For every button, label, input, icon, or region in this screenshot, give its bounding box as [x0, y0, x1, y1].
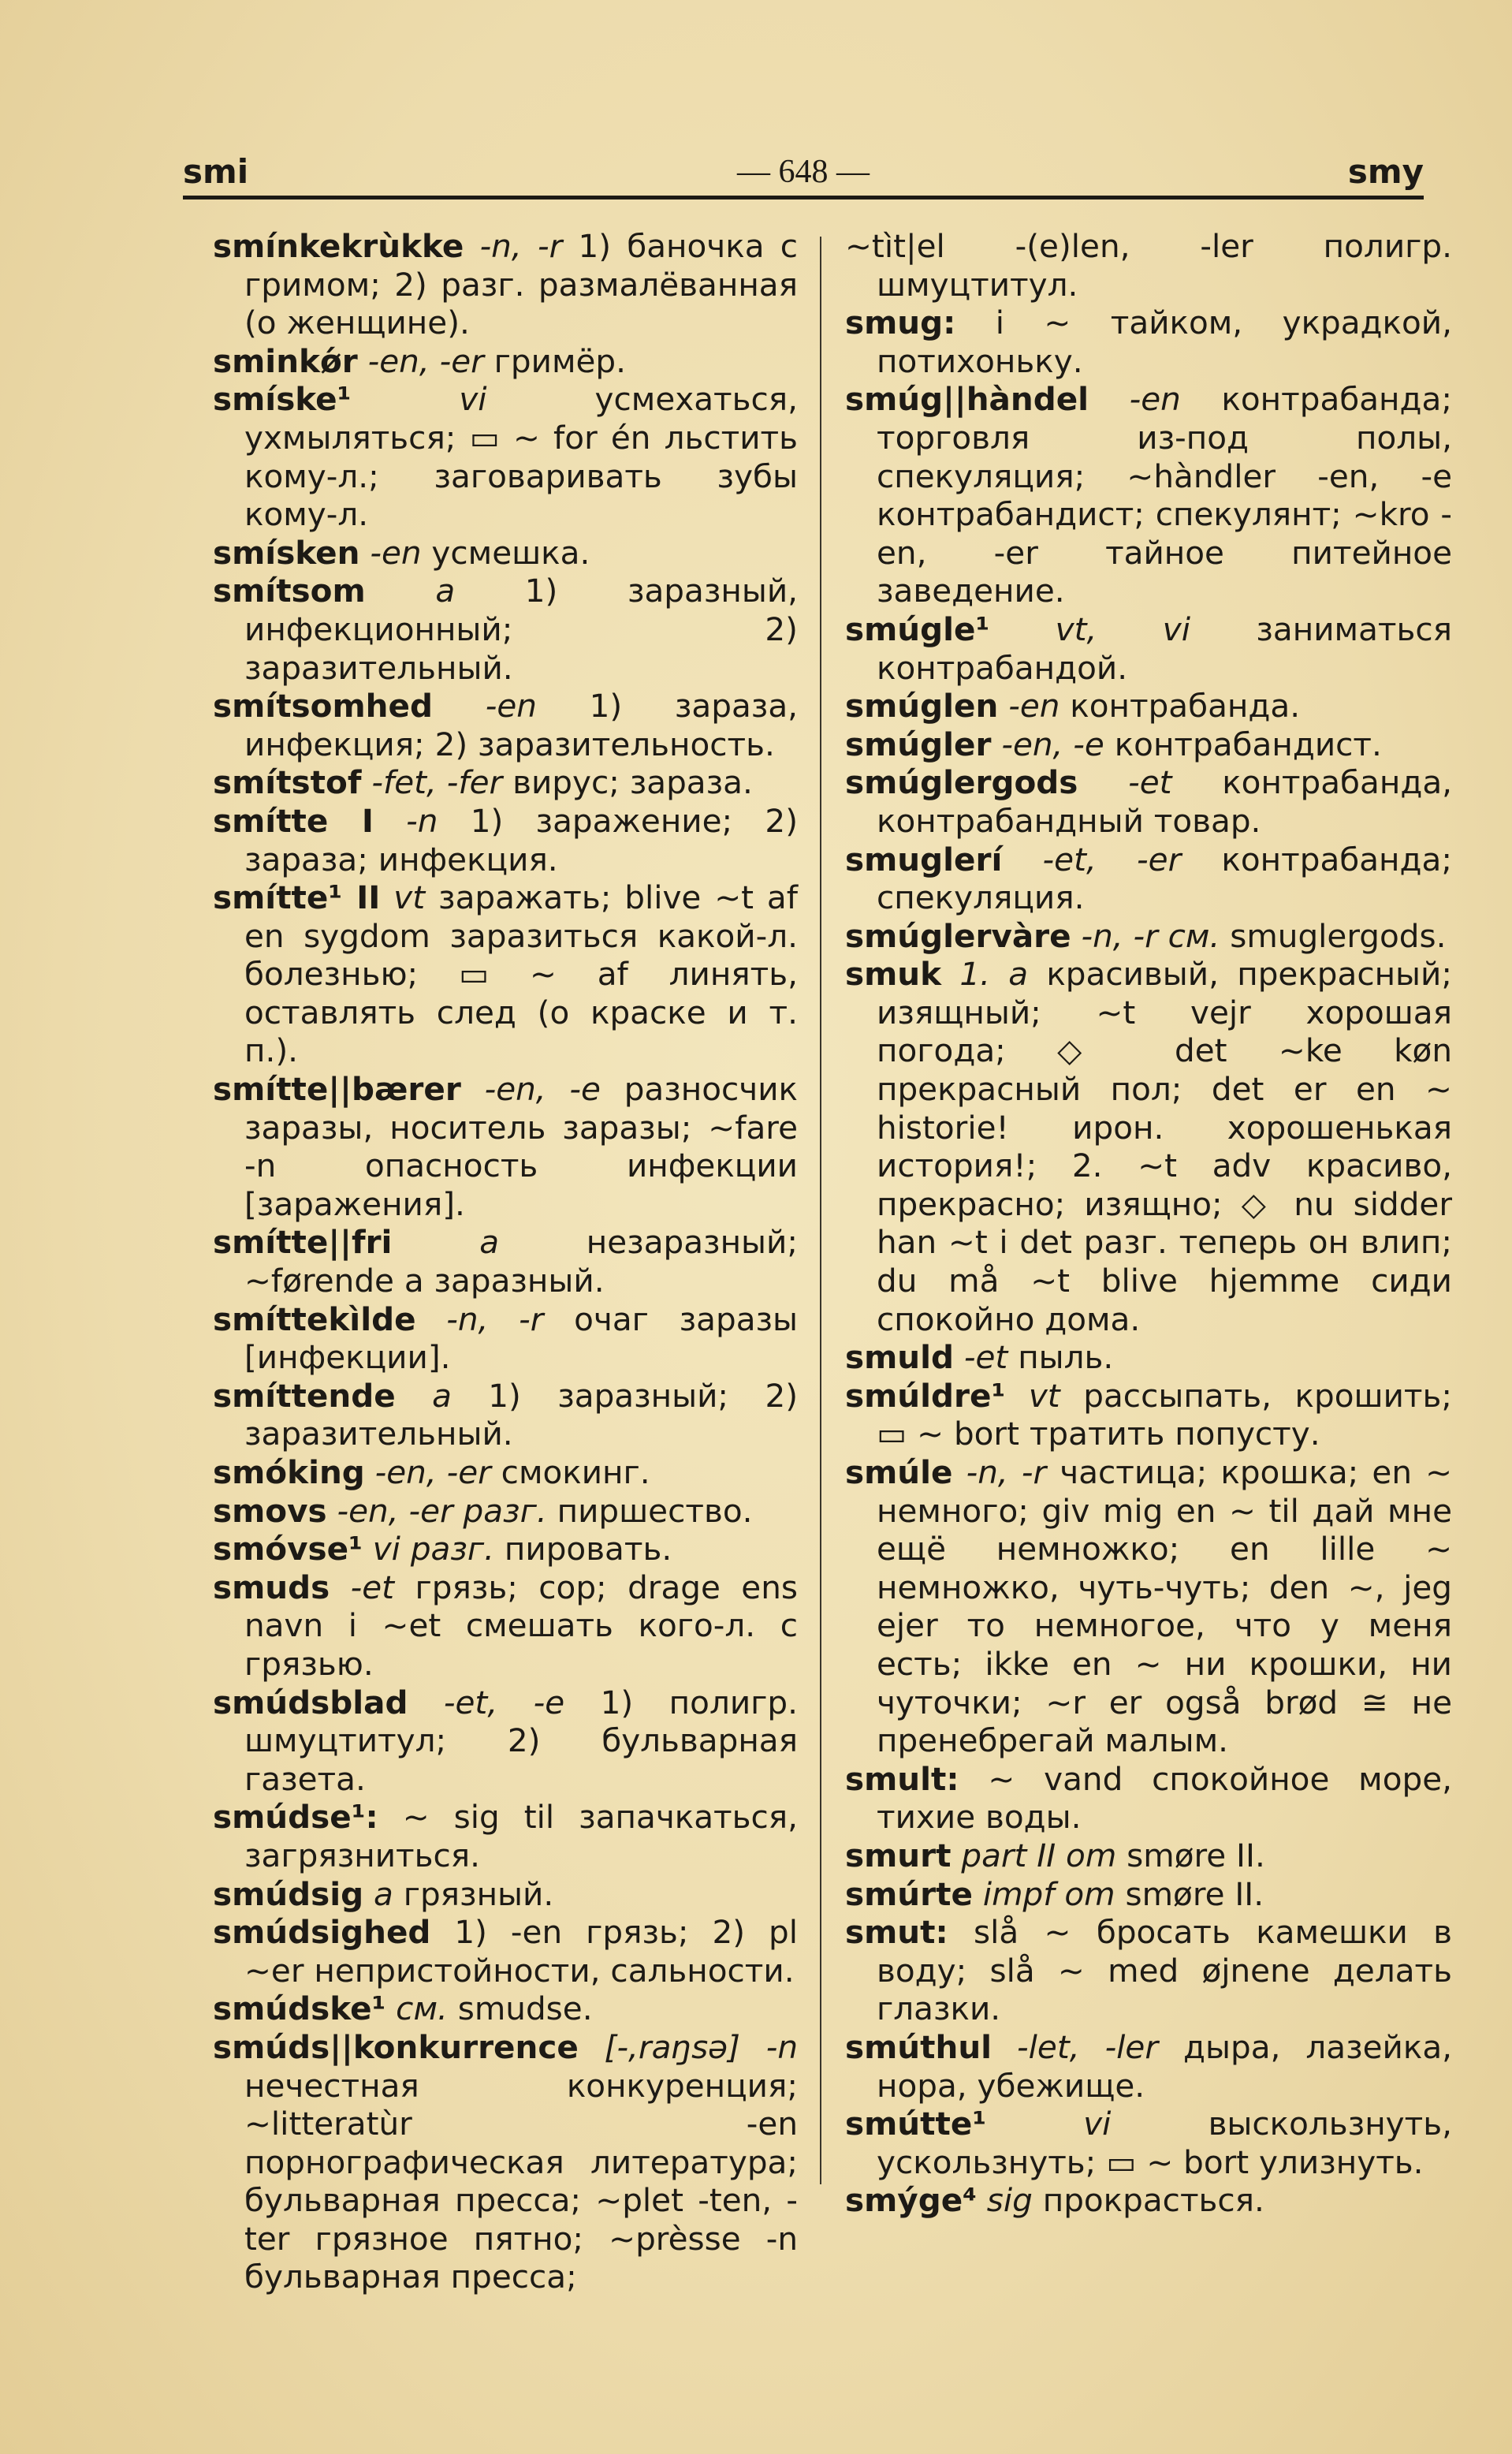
dictionary-entry [213, 380, 798, 533]
entry-definition: контрабанда; спекуляция. [877, 840, 1452, 917]
entry-definition: 1) заразный; 2) заразительный. [244, 1376, 799, 1453]
entry-headword: smúdsig [213, 1874, 364, 1913]
entry-headword: smúrte [845, 1874, 973, 1913]
entry-definition: незаразный; ~førende a заразный. [244, 1223, 798, 1300]
entry-headword: smuglerí [845, 840, 1003, 878]
dictionary-entry [213, 1684, 798, 1799]
entry-headword: smúglen [845, 687, 999, 725]
dictionary-entry [845, 304, 1452, 380]
dictionary-entry [845, 227, 1452, 304]
entry-definition: заражать; blive ~t af en sygdom заразиться какой-л. болезнью; ▭ ~ af линять, оставлять след (о краске и т. п.). [244, 878, 799, 1070]
dictionary-entry [213, 1798, 798, 1874]
entry-grammar: a [435, 572, 456, 610]
header-right-guideword: smy [1347, 152, 1424, 191]
entry-headword: smúdsighed [213, 1913, 431, 1952]
entry-headword: smug: [845, 304, 956, 342]
entry-definition: разносчик заразы, носитель заразы; ~fare -n опасность инфекции [заражения]. [244, 1070, 799, 1223]
entry-headword: smúdske¹ [213, 1990, 386, 2028]
entry-grammar: vt [393, 878, 426, 917]
entry-headword: smítte||fri [213, 1223, 393, 1262]
entry-headword: smúdse¹: [213, 1798, 378, 1837]
dictionary-entry [213, 1530, 798, 1568]
entry-definition: пыль. [1018, 1338, 1114, 1377]
entry-definition: красивый, прекрасный; изящный; ~t vejr хорошая погода; ◇ det ~ke køn прекрасный пол; det er en ~ historie! ирон. хорошенькая история!; 2. ~t adv красиво, прекрасно; изящно; ◇ nu sidder han ~t i det разг. теперь он влип; du må ~t blive hjemme сиди спокойно дома. [877, 955, 1453, 1338]
dictionary-entry [845, 687, 1452, 725]
entry-headword: smítte¹ II [213, 878, 381, 917]
dictionary-entry [213, 534, 798, 572]
entry-grammar: impf om [982, 1874, 1115, 1913]
dictionary-entry [213, 763, 798, 802]
entry-definition: очаг заразы [инфекции]. [244, 1300, 799, 1377]
entry-headword: smútte¹ [845, 2105, 987, 2143]
entry-definition: контрабанда; торговля из-под полы, спекуляция; ~hàndler -en, -e контрабандист; спекулянт; ~kro -en, -er тайное питейное заведение. [877, 380, 1452, 610]
left-column [213, 227, 798, 2296]
entry-grammar: -en, -e [1001, 725, 1104, 763]
entry-headword: smúglergods [845, 763, 1078, 802]
entry-grammar: -et [963, 1338, 1008, 1377]
entry-definition: контрабандист. [1114, 725, 1382, 763]
dictionary-entry [845, 2028, 1452, 2105]
entry-grammar: -et, -e [443, 1683, 565, 1721]
entry-grammar: -n, -r [479, 227, 563, 265]
dictionary-entry [845, 1913, 1452, 2028]
entry-grammar: [-,raŋsə] -n [604, 2027, 798, 2066]
entry-headword: smult: [845, 1759, 959, 1798]
dictionary-entry [845, 1377, 1452, 1453]
entry-grammar: a [432, 1376, 452, 1415]
entry-definition: прокрасться. [1042, 2181, 1264, 2220]
dictionary-entry [213, 687, 798, 763]
entry-definition: усмехаться, ухмыляться; ▭ ~ for én льстить кому-л.; заговаривать зубы кому-л. [244, 380, 798, 534]
entry-headword: smítte I [213, 801, 374, 840]
entry-grammar: -n, -r [446, 1300, 544, 1338]
page-header [183, 148, 1424, 196]
entry-definition: усмешка. [431, 533, 590, 572]
entry-headword: sminkǿr [213, 341, 358, 380]
entry-grammar: -en, -er [367, 341, 484, 380]
entry-definition: 1) заражение; 2) зараза; инфекция. [244, 801, 798, 878]
dictionary-entry [213, 802, 798, 878]
dictionary-entry [845, 1453, 1452, 1760]
entry-headword: smíske¹ [213, 380, 352, 419]
entry-grammar: -et [1128, 763, 1172, 802]
entry-headword: smítstof [213, 763, 362, 802]
entry-headword: smóvse¹ [213, 1530, 363, 1568]
entry-headword: smúldre¹ [845, 1376, 1006, 1415]
entry-definition: smuglergods. [1230, 916, 1447, 955]
entry-definition: гримёр. [493, 341, 627, 380]
entry-grammar: -n, -r [966, 1453, 1047, 1491]
header-left-guideword: smi [183, 152, 249, 191]
dictionary-entry [213, 342, 798, 381]
entry-headword: smúthul [845, 2027, 992, 2066]
dictionary-entry [213, 1223, 798, 1300]
entry-definition: ~ vand спокойное море, тихие воды. [877, 1759, 1453, 1837]
entry-headword: smítsomhed [213, 687, 433, 725]
entry-headword: smut: [845, 1913, 948, 1952]
dictionary-entry [213, 1568, 798, 1684]
entry-grammar: -en [1129, 380, 1181, 419]
dictionary-entry [845, 917, 1452, 956]
dictionary-entry [213, 1492, 798, 1531]
entry-grammar: a [373, 1874, 393, 1913]
entry-grammar: -fet, -fer [371, 763, 503, 802]
entry-grammar: a [479, 1223, 500, 1262]
entry-definition: рассыпать, крошить; ▭ ~ bort тратить попусту. [877, 1376, 1452, 1453]
entry-definition: контрабанда, контрабандный товар. [877, 763, 1453, 840]
entry-definition: частица; крошка; en ~ немного; giv mig en ~ til дай мне ещё немножко; en lille ~ немножко, чуть-чуть; den ~, jeg ejer то немногое, что у меня есть; ikke en ~ ни крошки, ни чуточки; ~r er også brød ≅ не пренебрегай малым. [877, 1453, 1453, 1760]
entry-grammar: -en, -e [484, 1070, 601, 1109]
entry-headword: smúds||konkurrence [213, 2027, 579, 2066]
entry-headword: smurt [845, 1836, 952, 1874]
entry-definition: 1) -en грязь; 2) pl ~er непристойности, сальности. [244, 1913, 798, 1990]
dictionary-entry [213, 1453, 798, 1492]
entry-headword: smuds [213, 1568, 330, 1606]
dictionary-entry [845, 1338, 1452, 1377]
dictionary-entry [213, 2028, 798, 2296]
entry-headword: smúg||hàndel [845, 380, 1089, 419]
entry-definition: 1) зараза, инфекция; 2) заразительность. [244, 687, 799, 763]
entry-grammar: -en, -er разг. [337, 1491, 547, 1530]
right-column [845, 227, 1452, 2220]
entry-headword: smúle [845, 1453, 953, 1491]
entry-grammar: vi [459, 380, 487, 419]
dictionary-entry [213, 572, 798, 687]
entry-definition: smøre II. [1125, 1874, 1264, 1913]
entry-grammar: vi разг. [372, 1530, 495, 1568]
dictionary-entry [845, 1837, 1452, 1875]
entry-definition: дыра, лазейка, нора, убежище. [877, 2027, 1453, 2105]
entry-grammar: sig [986, 2181, 1033, 2220]
entry-definition: smøre II. [1127, 1836, 1265, 1874]
entry-definition: грязный. [403, 1874, 554, 1913]
dictionary-entry [845, 841, 1452, 917]
entry-definition: смокинг. [501, 1453, 650, 1491]
entry-headword: smítte||bærer [213, 1070, 461, 1109]
header-rule [183, 196, 1424, 200]
dictionary-entry [845, 1875, 1452, 1914]
dictionary-entry [213, 1377, 798, 1453]
dictionary-entry [845, 955, 1452, 1338]
entry-definition: вирус; зараза. [512, 763, 753, 802]
dictionary-entry [213, 1300, 798, 1377]
entry-definition: smudse. [457, 1990, 593, 2028]
dictionary-entry [845, 380, 1452, 610]
entry-headword: smuld [845, 1338, 955, 1377]
dictionary-entry [213, 1913, 798, 1990]
entry-definition: пиршество. [557, 1491, 753, 1530]
entry-definition: slå ~ бросать камешки в воду; slå ~ med øjnene делать глазки. [877, 1913, 1452, 2028]
entry-headword: smúdsblad [213, 1683, 408, 1721]
entry-definition: 1) полигр. шмуцтитул; 2) бульварная газета. [244, 1683, 799, 1798]
entry-grammar: -n, -r см. [1081, 916, 1220, 955]
entry-definition: выскользнуть, ускользнуть; ▭ ~ bort улизнуть. [877, 2105, 1452, 2181]
entry-grammar: vi [1083, 2105, 1112, 2143]
entry-headword: smítsom [213, 572, 366, 610]
entry-headword: smíttende [213, 1376, 396, 1415]
entry-definition: 1) заразный, инфекционный; 2) заразительный. [244, 572, 799, 687]
entry-definition: 1) баночка с гримом; 2) разг. размалёванная (о женщине). [244, 227, 799, 342]
entry-headword: smuk [845, 955, 942, 994]
entry-definition: пировать. [504, 1530, 672, 1568]
dictionary-entry [845, 763, 1452, 840]
entry-grammar: 1. a [959, 955, 1029, 994]
entry-grammar: part II om [961, 1836, 1117, 1874]
dictionary-entry [845, 725, 1452, 764]
entry-grammar: vt [1028, 1376, 1060, 1415]
entry-definition: ~ sig til запачкаться, загрязниться. [244, 1798, 799, 1874]
dictionary-entry [213, 1990, 798, 2028]
entry-grammar: vt, vi [1055, 610, 1190, 648]
page-number: — 648 — [737, 154, 870, 190]
entry-definition: ~tìt|el -(e)len, -ler полигр. шмуцтитул. [845, 227, 1452, 304]
entry-grammar: -en [1008, 687, 1060, 725]
entry-grammar: см. [396, 1990, 448, 2028]
dictionary-entry [845, 2105, 1452, 2181]
entry-headword: smóking [213, 1453, 365, 1491]
entry-definition: грязь; сор; drage ens navn i ~et смешать кого-л. с грязью. [244, 1568, 798, 1683]
dictionary-entry [845, 2181, 1452, 2220]
dictionary-entry [845, 610, 1452, 687]
entry-headword: smúgler [845, 725, 992, 763]
dictionary-entry [213, 227, 798, 342]
dictionary-entry [213, 1070, 798, 1223]
entry-headword: smínkekrùkke [213, 227, 464, 265]
dictionary-entry [845, 1760, 1452, 1837]
entry-definition: контрабанда. [1070, 687, 1301, 725]
entry-definition: заниматься контрабандой. [877, 610, 1453, 687]
entry-headword: smúgle¹ [845, 610, 990, 648]
entry-definition: нечестная конкуренция; ~litteratùr -en порнографическая литература; бульварная пресса; ~plet -ten, -ter грязное пятно; ~prèsse -n бульварная пресса; [244, 2066, 798, 2296]
entry-headword: smovs [213, 1491, 327, 1530]
entry-headword: smísken [213, 533, 360, 572]
column-divider [820, 237, 821, 2184]
entry-grammar: -et, -er [1042, 840, 1182, 878]
entry-grammar: -et [350, 1568, 395, 1606]
dictionary-entry [213, 878, 798, 1070]
entry-grammar: -en [485, 687, 537, 725]
entry-headword: smýge⁴ [845, 2181, 977, 2220]
entry-grammar: -en, -er [374, 1453, 491, 1491]
entry-grammar: -n [406, 801, 438, 840]
dictionary-entry [213, 1875, 798, 1914]
entry-headword: smúglervàre [845, 916, 1071, 955]
entry-grammar: -en [370, 533, 422, 572]
entry-definition: i ~ тайком, украдкой, потихоньку. [877, 304, 1452, 380]
entry-headword: smíttekìlde [213, 1300, 416, 1338]
entry-grammar: -let, -ler [1017, 2027, 1159, 2066]
